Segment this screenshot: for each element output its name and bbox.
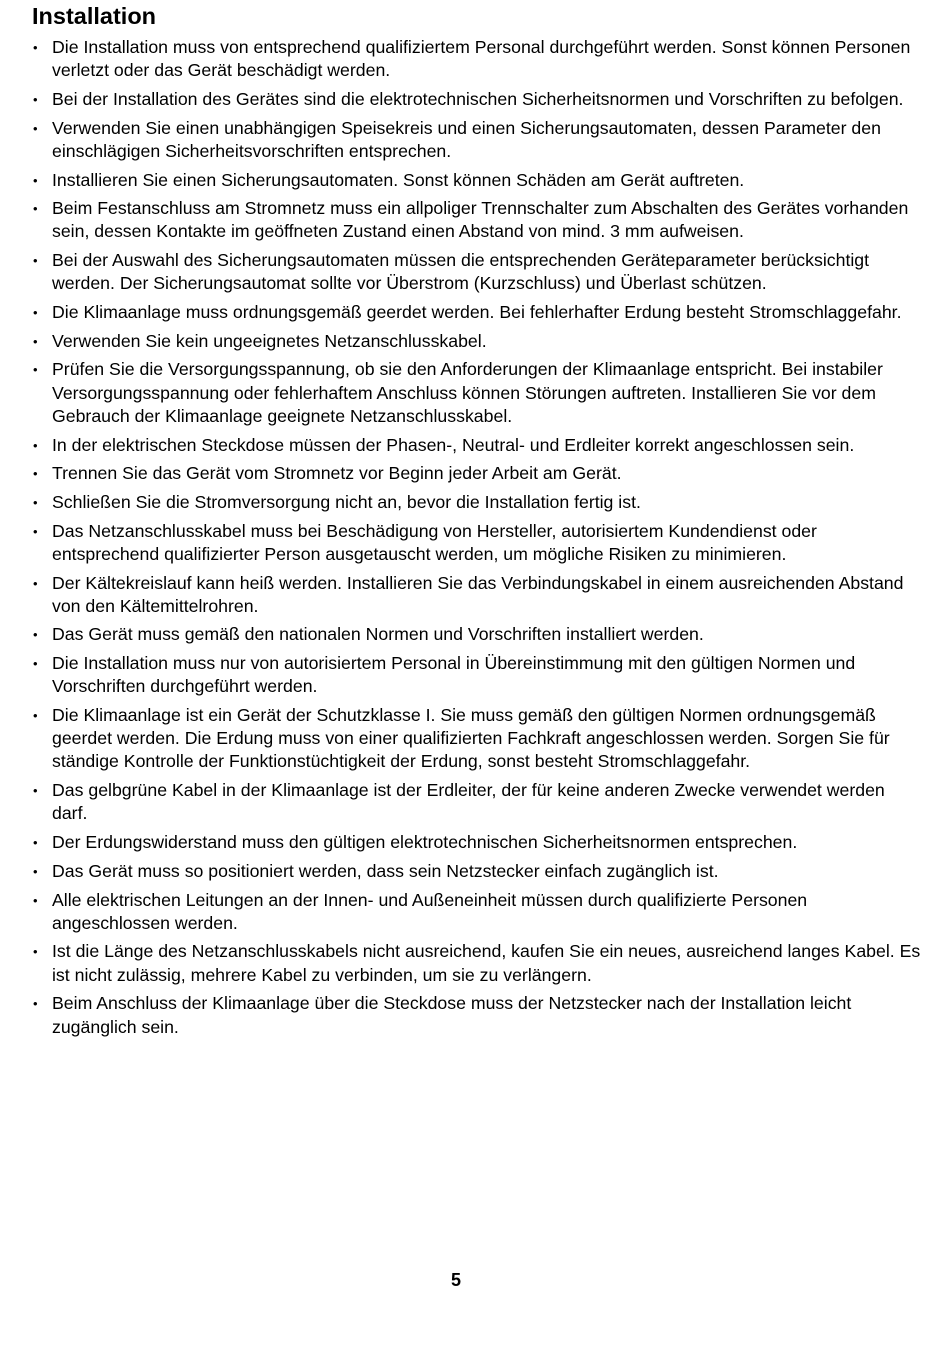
list-item <box>32 169 922 192</box>
list-item-text: Schließen Sie die Stromversorgung nicht an, bevor die Installation fertig ist. <box>52 491 641 512</box>
list-item-text: Verwenden Sie kein ungeeignetes Netzanschlusskabel. <box>52 330 487 351</box>
bullet-icon: • <box>33 120 38 136</box>
bullet-icon: • <box>33 944 38 960</box>
bullet-icon: • <box>33 783 38 799</box>
list-item <box>32 572 922 618</box>
list-item-text: Der Kältekreislauf kann heiß werden. Installieren Sie das Verbindungskabel in einem ausreichenden Abstand von den Kältemittelrohren. <box>52 572 904 616</box>
list-item-text: Bei der Installation des Gerätes sind die elektrotechnischen Sicherheitsnormen und Vorschriften zu befolgen. <box>52 88 904 109</box>
list-item <box>32 117 922 163</box>
list-item-text: Die Klimaanlage muss ordnungsgemäß geerdet werden. Bei fehlerhafter Erdung besteht Stromschlaggefahr. <box>52 302 902 323</box>
list-item-text: Beim Anschluss der Klimaanlage über die Steckdose muss der Netzstecker nach der Installation leicht zugänglich sein. <box>52 993 852 1037</box>
bullet-icon: • <box>33 627 38 643</box>
bullet-icon: • <box>33 494 38 510</box>
list-item-text: Installieren Sie einen Sicherungsautomaten. Sonst können Schäden am Gerät auftreten. <box>52 169 745 190</box>
list-item <box>32 623 922 646</box>
list-item-text: Das Netzanschlusskabel muss bei Beschädigung von Hersteller, autorisiertem Kundendienst oder entsprechend qualifizierter Person ausgetauscht werden, um mögliche Risiken zu minimieren. <box>52 520 817 564</box>
list-item <box>32 520 922 566</box>
list-item <box>32 197 922 243</box>
bullet-icon: • <box>33 708 38 724</box>
page-number: 5 <box>450 1270 461 1290</box>
bullet-icon: • <box>33 863 38 879</box>
list-item <box>32 434 922 457</box>
list-item <box>32 36 922 82</box>
bullet-icon: • <box>33 253 38 269</box>
list-item-text: Verwenden Sie einen unabhängigen Speisekreis und einen Sicherungsautomaten, dessen Parameter den einschlägigen Sicherheitsvorschriften entsprechen. <box>52 117 881 161</box>
list-item <box>32 889 922 935</box>
list-item-text: In der elektrischen Steckdose müssen der Phasen-, Neutral- und Erdleiter korrekt angeschlossen sein. <box>52 434 855 455</box>
list-item <box>32 330 922 353</box>
list-item <box>32 860 922 883</box>
bullet-icon: • <box>33 201 38 217</box>
bullet-icon: • <box>33 362 38 378</box>
bullet-icon: • <box>33 333 38 349</box>
list-item-text: Beim Festanschluss am Stromnetz muss ein allpoliger Trennschalter zum Abschalten des Gerätes vorhanden sein, dessen Kontakte im geöffneten Zustand einen Abstand von mind. 3 mm aufweisen. <box>52 198 909 242</box>
list-item-text: Der Erdungswiderstand muss den gültigen elektrotechnischen Sicherheitsnormen entsprechen. <box>52 832 798 853</box>
list-item-text: Das Gerät muss so positioniert werden, dass sein Netzstecker einfach zugänglich ist. <box>52 860 719 881</box>
bullet-icon: • <box>33 656 38 672</box>
bullet-icon: • <box>33 996 38 1012</box>
bullet-list <box>32 36 922 1044</box>
list-item <box>32 704 922 774</box>
list-item-text: Die Klimaanlage ist ein Gerät der Schutzklasse I. Sie muss gemäß den gültigen Normen ordnungsgemäß geerdet werden. Die Erdung muss von einer qualifizierten Fachkraft angeschlossen werden. Sorgen Sie für ständige Kontrolle der Funktionstüchtigkeit der Erdung, sonst besteht Stromschlaggefahr. <box>52 705 890 772</box>
bullet-icon: • <box>33 91 38 107</box>
list-item <box>32 940 922 986</box>
list-item <box>32 992 922 1038</box>
list-item <box>32 779 922 825</box>
list-item <box>32 462 922 485</box>
list-item <box>32 831 922 854</box>
bullet-icon: • <box>33 466 38 482</box>
bullet-icon: • <box>33 437 38 453</box>
list-item <box>32 249 922 295</box>
list-item <box>32 88 922 111</box>
section-title: Installation <box>32 3 157 29</box>
list-item-text: Das gelbgrüne Kabel in der Klimaanlage ist der Erdleiter, der für keine anderen Zwecke verwendet werden darf. <box>52 780 885 824</box>
list-item <box>32 491 922 514</box>
list-item-text: Die Installation muss von entsprechend qualifiziertem Personal durchgeführt werden. Sonst können Personen verletzt oder das Gerät beschädigt werden. <box>52 37 911 81</box>
list-item <box>32 301 922 324</box>
bullet-icon: • <box>33 40 38 55</box>
list-item-text: Die Installation muss nur von autorisiertem Personal in Übereinstimmung mit den gültigen Normen und Vorschriften durchgeführt werden. <box>52 653 856 697</box>
bullet-icon: • <box>33 575 38 591</box>
bullet-icon: • <box>33 892 38 908</box>
list-item-text: Trennen Sie das Gerät vom Stromnetz vor Beginn jeder Arbeit am Gerät. <box>52 463 622 484</box>
list-item-text: Alle elektrischen Leitungen an der Innen- und Außeneinheit müssen durch qualifizierte Personen angeschlossen werden. <box>52 889 808 933</box>
bullet-icon: • <box>33 305 38 321</box>
list-item-text: Ist die Länge des Netzanschlusskabels nicht ausreichend, kaufen Sie ein neues, ausreichend langes Kabel. Es ist nicht zulässig, mehrere Kabel zu verbinden, um sie zu verlängern. <box>52 941 921 985</box>
list-item-text: Prüfen Sie die Versorgungsspannung, ob sie den Anforderungen der Klimaanlage entspricht. Bei instabiler Versorgungsspannung oder fehlerhaftem Anschluss können Störungen auftreten. Installieren Sie vor dem Gebrauch der Klimaanlage geeignete Netzanschlusskabel. <box>52 359 883 426</box>
bullet-icon: • <box>33 172 38 188</box>
bullet-icon: • <box>33 835 38 851</box>
list-item-text: Bei der Auswahl des Sicherungsautomaten müssen die entsprechenden Geräteparameter berücksichtigt werden. Der Sicherungsautomat sollte vor Überstrom (Kurzschluss) und Überlast schützen. <box>52 250 870 294</box>
list-item <box>32 652 922 698</box>
list-item-text: Das Gerät muss gemäß den nationalen Normen und Vorschriften installiert werden. <box>52 624 704 645</box>
bullet-icon: • <box>33 523 38 539</box>
list-item <box>32 358 922 428</box>
